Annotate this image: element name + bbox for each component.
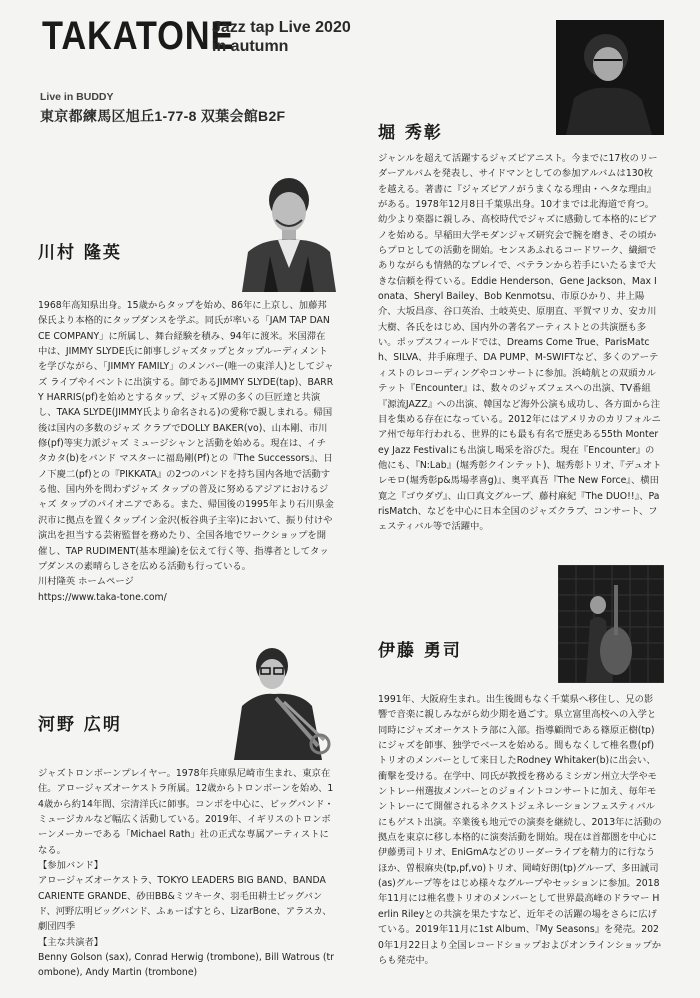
- performer-name-ito: 伊藤 勇司: [378, 641, 462, 661]
- performer-name-hori: 堀 秀彰: [378, 123, 443, 143]
- bands-list: アロージャズオーケストラ、TOKYO LEADERS BIG BAND、BANDA CARIENTE GRANDE、砂田BB&ミツキータ、羽毛田耕士ビッグバンド、河野広明ビッグバンド、ふぁーばすとら、LizarBone、アラスカ、劇団四季: [38, 875, 332, 933]
- bands-heading: 【参加バンド】: [38, 860, 104, 872]
- coplayers-list: Benny Golson (sax), Conrad Herwig (trombone), Bill Watrous (trombone), Andy Martin (trombone): [38, 952, 334, 979]
- performer-photo-kawamura: [234, 170, 339, 292]
- performer-bio-kono: [38, 766, 334, 981]
- performer-bio-kawamura: [38, 298, 334, 605]
- flyer-subtitle: [212, 18, 351, 56]
- performer-photo-hori: [556, 20, 664, 135]
- performer-bio-ito: [378, 692, 662, 968]
- performer-name-kawamura: 川村 隆英: [38, 243, 122, 263]
- performer-photo-ito: [558, 565, 664, 683]
- performer-name-kono: 河野 広明: [38, 715, 122, 735]
- performer-bio-hori: [378, 151, 662, 535]
- coplayers-heading: 【主な共演者】: [38, 936, 104, 948]
- venue-address: 東京都練馬区旭丘1-77-8 双葉会館B2F: [40, 108, 286, 124]
- subtitle-line-1: Jazz tap Live 2020: [212, 19, 351, 36]
- homepage-label: 川村隆英 ホームページ: [38, 576, 134, 588]
- venue-label: Live in BUDDY: [40, 91, 114, 103]
- homepage-url: https://www.taka-tone.com/: [38, 591, 167, 603]
- bio-paragraph: ジャンルを超えて活躍するジャズピアニスト。今までに17枚のリーダーアルバムを発表し、サイドマンとしての参加アルバムは130枚を越える。著書に『ジャズピアノがうまくなる理由・ヘタな理由』がある。1978年12月8日千葉県出身。10才までは北海道で育つ。幼少より楽器に親しみ、高校時代でジャズに感動して本格的にピアノを始める。早稲田大学モダンジャズ研究会で腕を磨き、その頃からプロとしての活動を開始。センスあふれるコードワーク、繊細でありながらも情熱的なプレイで、ベテランから若手にいたるまで大きな信頼を得ている。Eddie Henderson、Gene Jackson、Max Ionata、Sheryl Bailey、Bob Kenmotsu、市原ひかり、井上陽介、大坂昌彦、谷口英治、土岐英史、原朋直、平賀マリカ、安カ川大樹、各氏をはじめ、国内外の著名アーティストとの共演歴も多い。ポップスフィールドでは、Dreams Come True、ParisMatch、SILVA、井手麻理子、DA PUMP、M-SWIFTなど、多くのアーティストのレコーディングやコンサートに参加。浜崎航との双頭カルテット『Encounter』は、数々のジャズフェスへの出演、TV番組『源流JAZZ』への出演、韓国など海外公演も成功し、各方面から注目を集める存在になっている。2012年にはアメリカのカリフォルニア州で毎年行われる、世界的にも最も有名で歴史ある55th Monterey Jazz Festivalにも出演し喝采を浴びた。現在『Encounter』の他にも、『N:Lab』(堀秀彰クインテット)、堀秀彰トリオ、『デュオトレモロ(堀秀彰p&馬場孝喜g)』、奥平真吾『The New Force』、横田寛之『ゴウダヴ』、山口真文グループ、藤村麻紀『The DUO!!』、ParisMatch、などを中心に日本全国のジャズクラブ、コンサート、フェスティバル等で活躍中。: [378, 153, 662, 533]
- bio-paragraph: ジャズトロンボーンプレイヤー。1978年兵庫県尼崎市生まれ、東京在住。アロージャズオーケストラ所属。12歳からトロンボーンを始め、14歳から約14年間、宗清洋氏に師事。コンボを中心に、ビッグバンド・ミュージカルなど幅広く活動している。2019年、イギリスのトロンボーンメーカーである「Michael Rath」社の正式な専属アーティストになる。: [38, 768, 334, 856]
- bio-paragraph: 1968年高知県出身。15歳からタップを始め、86年に上京し、加藤邦保氏より本格的にタップダンスを学ぶ。同氏が率いる「JAM TAP DANCE COMPANY」に所属し、舞台経験を積み、94年に渡米。米国滞在中は、JIMMY SLYDE氏に師事しジャズタップとタップルーディメントを学びながら、「JIMMY FAMILY」のメンバー(唯一の東洋人)としてジャズ ライブやイベントに出演する。師であるJIMMY SLYDE(tap)、BARRY HARRIS(pf)を始めとするタップ、ジャズ界の多くの巨匠達と共演し、TAKA SLYDE(JIMMY氏より命名される)の愛称で親しまれる。帰国後は国内の多数のジャズ クラブでDOLLY BAKER(vo)、山本剛、市川修(pf)等実力派ジャズ ミュージシャンと活動を始める。現在は、イチタカタ(b)をバンド マスターに福島剛(Pf)との『The Successors』、日ノ下慶二(pf)との『PIKKATA』の2つのバンドを持ち国内各地で活動する他、国内外を問わずジャズ タップの普及に努めるアジアにおけるジャズ タップのパイオニアである。また、帰国後の1995年より石川県金沢市に拠点を置くタップイン金沢(板谷典子主宰)において、振り付けや演出を担当する芸術監督を務めたり、全国各地でワークショップを開催し、TAP RUDIMENT(基本理論)を伝えて行く等、指導者としてタップダンスの素晴らしさを広める活動も行っている。: [38, 300, 334, 572]
- bio-paragraph: 1991年、大阪府生まれ。出生後間もなく千葉県へ移住し、兄の影響で音楽に親しみながら幼少期を過ごす。県立富里高校への入学と同時にジャズオーケストラ部に入部。指導顧問である篠原正樹(tp)にジャズを師事、独学でベースを始める。間もなくして椎名豊(pf)トリオのメンバーとして来日したRodney Whitaker(b)に出会い、衝撃を受ける。在学中、同氏が教授を務めるミシガン州立大学やモントレー州選抜メンバーとのジョイントコンサートに加え、毎年モントレーにて開催されるネクストジェネレーションフェスティバルにもゲスト出演。卒業後も地元での演奏を継続し、2013年に活動の拠点を東京に移し本格的に演奏活動を開始。現在は首都圏を中心に伊藤勇司トリオ、EniGmAなどのリーダーライブを精力的に行なうほか、曽根麻央(tp,pf,vo)トリオ、岡崎好朗(tp)グループ、多田誠司(as)グループ等をはじめ様々なグループやセッションに参加。2018年11月には椎名豊トリオのメンバーとして世界最高峰のドラマー Herlin Rileyとの共演を果たすなど、近年その活躍の場をさらに広げている。2019年11月に1st Album、『My Seasons』を発売。2020年1月22日より全国レコードショップおよびオンラインショップからも発売中。: [378, 694, 662, 966]
- subtitle-line-2: in autumn: [212, 38, 289, 55]
- performer-photo-kono: [230, 640, 335, 760]
- flyer-title: TAKATONE: [42, 14, 235, 58]
